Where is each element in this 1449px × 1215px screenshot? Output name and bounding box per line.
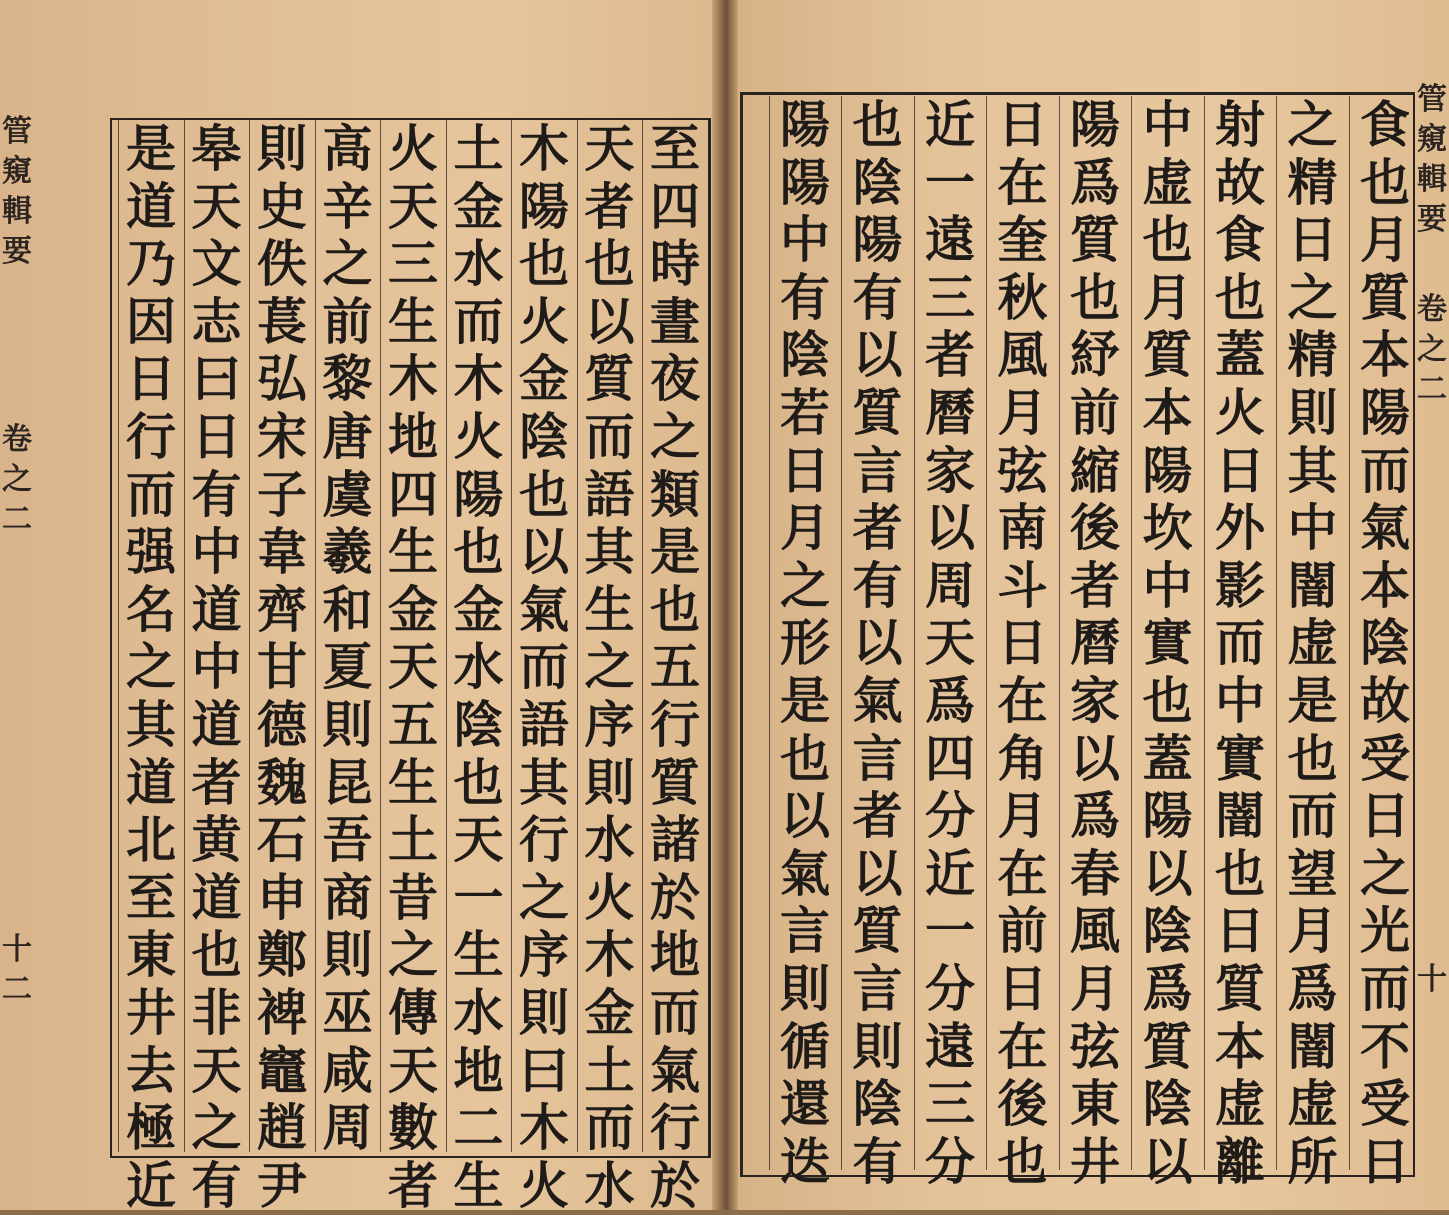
column-rule	[446, 120, 447, 1152]
text-column: 至 四 時 晝 夜 之 類 是 也 五 行 質 諸 於 地 而 氣 行 於	[650, 119, 700, 1215]
column-rule	[249, 120, 250, 1152]
text-column: 也 陰 陽 有 以 質 言 者 有 以 氣 言 者 以 質 言 則 陰 有	[852, 95, 903, 1191]
left-edge-title: 管 窺 輯 要	[2, 114, 32, 269]
column-rule	[986, 96, 987, 1170]
column-rule	[1349, 96, 1350, 1170]
column-rule	[118, 120, 119, 1152]
text-column: 則 史 佚 萇 弘 宋 子 韋 齊 甘 德 魏 石 申 鄭 裨 竈 趙 尹	[257, 119, 307, 1215]
text-column: 木 陽 也 火 金 陰 也 以 氣 而 語 其 行 之 序 則 曰 木 火	[519, 119, 569, 1215]
column-rule	[315, 120, 316, 1152]
text-column: 近 一 遠 三 者 曆 家 以 周 天 爲 四 分 近 一 分 遠 三 分	[925, 95, 975, 1191]
text-column: 射 故 食 也 蓋 火 日 外 影 而 中 實 闇 也 日 質 本 虚 離	[1215, 95, 1265, 1191]
text-column: 食 也 月 質 本 陽 而 氣 本 陰 故 受 日 之 光 而 不 受 日	[1360, 95, 1410, 1191]
text-column: 高 辛 之 前 黎 唐 虞 羲 和 夏 則 昆 吾 商 則 巫 咸 周	[322, 119, 373, 1158]
text-column: 日 在 奎 秋 風 月 弦 南 斗 日 在 角 月 在 前 日 在 後 也	[997, 95, 1048, 1191]
left-edge-volume: 卷 之 二	[2, 422, 32, 537]
text-column: 皋 天 文 志 曰 日 有 中 道 中 道 者 黄 道 也 非 天 之 有	[191, 119, 242, 1215]
column-rule	[1204, 96, 1205, 1170]
column-rule	[380, 120, 381, 1152]
column-rule	[914, 96, 915, 1170]
right-edge-folio: 十	[1417, 962, 1447, 997]
text-column: 是 道 乃 因 日 行 而 强 名 之 其 道 北 至 東 井 去 極 近	[126, 119, 176, 1215]
column-rule	[1276, 96, 1277, 1170]
right-edge-volume: 卷 之 二	[1417, 292, 1447, 407]
column-rule	[841, 96, 842, 1170]
column-rule	[1059, 96, 1060, 1170]
left-edge-folio: 十 二	[2, 932, 32, 1007]
column-rule	[184, 120, 185, 1152]
column-rule	[577, 120, 578, 1152]
column-rule	[511, 120, 512, 1152]
text-column: 土 金 水 而 木 火 陽 也 金 水 陰 也 天 一 生 水 地 二 生	[453, 119, 504, 1215]
right-edge-title: 管 窺 輯 要	[1417, 82, 1447, 237]
text-column: 中 虚 也 月 質 本 陽 坎 中 實 也 蓋 陽 以 陰 爲 質 陰 以	[1142, 95, 1193, 1191]
book-gutter	[712, 0, 738, 1210]
text-column: 火 天 三 生 木 地 四 生 金 天 五 生 土 昔 之 傳 天 數 者	[388, 119, 438, 1215]
column-rule	[1131, 96, 1132, 1170]
column-rule	[642, 120, 643, 1152]
text-column: 之 精 日 之 精 則 其 中 闇 虚 是 也 而 望 月 爲 闇 虚 所	[1287, 95, 1338, 1191]
text-column: 陽 陽 中 有 陰 若 日 月 之 形 是 也 以 氣 言 則 循 還 迭	[780, 95, 830, 1191]
column-rule	[769, 96, 770, 1170]
text-column: 天 者 也 以 質 而 語 其 生 之 序 則 水 火 木 金 土 而 水	[584, 119, 635, 1215]
text-column: 陽 爲 質 也 紓 前 縮 後 者 曆 家 以 爲 春 風 月 弦 東 井	[1070, 95, 1120, 1191]
